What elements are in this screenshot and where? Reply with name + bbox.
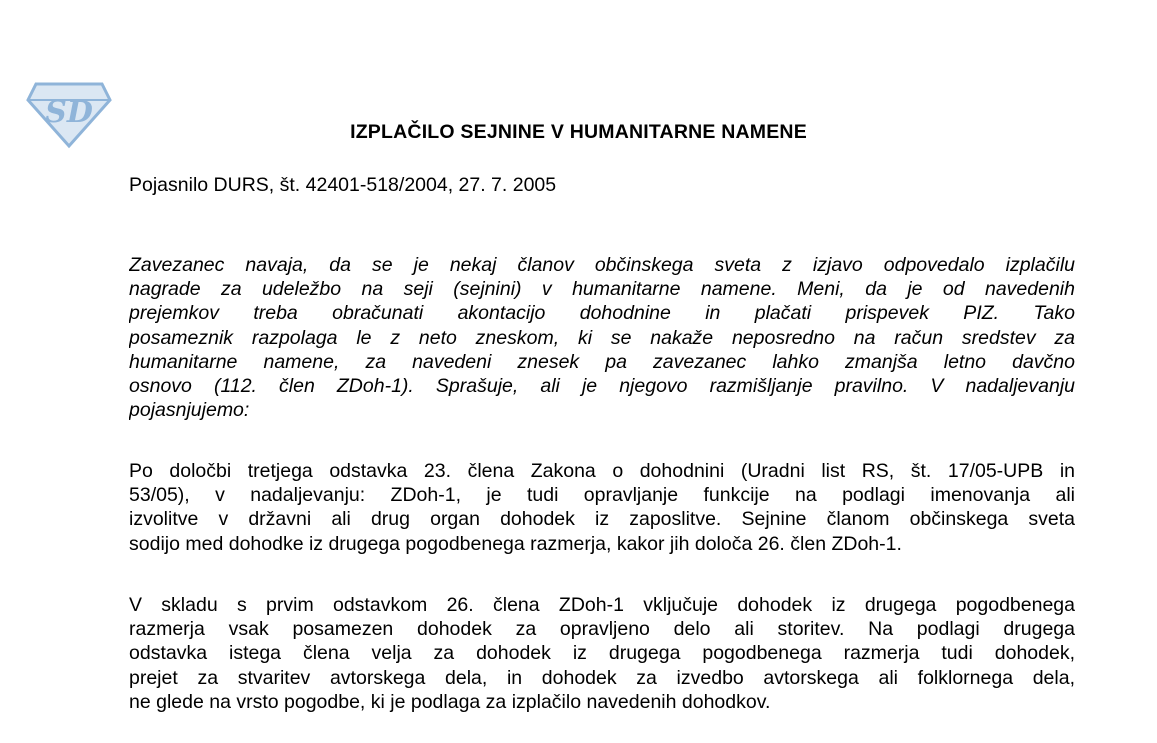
paragraph-line: sodijo med dohodke iz drugega pogodbenega razmerja, kakor jih določa 26. člen ZDoh-1. [129,532,902,555]
paragraph-line: nagrade za udeležbo na seji (sejnini) v humanitarne namene. Meni, da je od navedenih [129,278,1075,301]
paragraph-line: 53/05), v nadaljevanju: ZDoh-1, je tudi opravljanje funkcije na podlagi imenovanja ali [129,484,1075,507]
document-title: IZPLAČILO SEJNINE V HUMANITARNE NAMENE [350,121,807,143]
document-subtitle: Pojasnilo DURS, št. 42401-518/2004, 27. 7. 2005 [129,174,557,196]
paragraph-line: Zavezanec navaja, da se je nekaj članov občinskega sveta z izjavo odpovedalo izplačilu [129,254,1075,276]
paragraph-answer-1 [129,459,1075,556]
paragraph-question [129,253,1075,422]
paragraph-line: prejet za stvaritev avtorskega dela, in dohodek za izvedbo avtorskega ali folklornega dela, [129,666,1075,689]
logo-lettering: SD [45,95,93,130]
paragraph-line: razmerja vsak posamezen dohodek za opravljeno delo ali storitev. Na podlagi drugega [129,618,1075,641]
paragraph-line: posameznik razpolaga le z neto zneskom, ki se nakaže neposredno na račun sredstev za [129,326,1075,349]
paragraph-line: Po določbi tretjega odstavka 23. člena Zakona o dohodnini (Uradni list RS, št. 17/05-UPB in [129,460,1075,482]
paragraph-line: pojasnjujemo: [129,399,250,422]
paragraph-line: V skladu s prvim odstavkom 26. člena ZDoh-1 vključuje dohodek iz drugega pogodbenega [129,594,1075,616]
paragraph-line: ne glede na vrsto pogodbe, ki je podlaga za izplačilo navedenih dohodkov. [129,690,771,713]
paragraph-line: humanitarne namene, za navedeni znesek pa zavezanec lahko zmanjša letno davčno [129,350,1075,373]
paragraph-answer-2 [129,593,1075,714]
paragraph-line: prejemkov treba obračunati akontacijo dohodnine in plačati prispevek PIZ. Tako [129,302,1075,325]
paragraph-line: odstavka istega člena velja za dohodek iz drugega pogodbenega razmerja tudi dohodek, [129,642,1075,665]
paragraph-line: osnovo (112. člen ZDoh-1). Sprašuje, ali je njegovo razmišljanje pravilno. V nadaljevanju [129,375,1075,398]
paragraph-line: izvolitve v državni ali drug organ dohodek iz zaposlitve. Sejnine članom občinskega sveta [129,508,1075,531]
